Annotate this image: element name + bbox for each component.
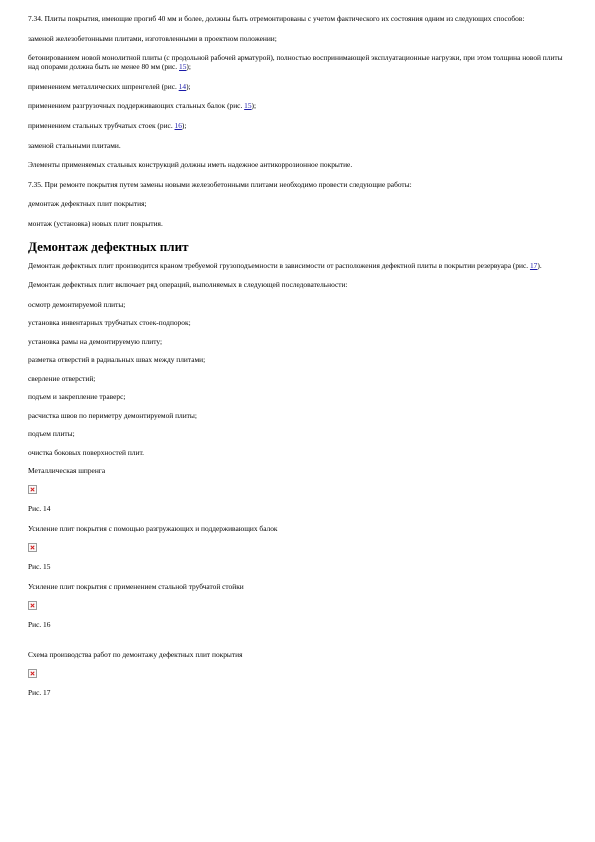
figure-17-title: Схема производства работ по демонтажу дефектных плит покрытия — [28, 650, 243, 660]
broken-image-icon — [28, 543, 37, 552]
step-item: расчистка швов по периметру демонтируемой плиты; — [28, 410, 197, 420]
anticorrosion-note: Элементы применяемых стальных конструкций должны иметь надежное антикоррозионное покрытие. — [28, 160, 353, 170]
paragraph-7-35: 7.35. При ремонте покрытия путем замены новыми железобетонными плитами необходимо провести следующие работы: — [28, 179, 412, 189]
step-item: очистка боковых поверхностей плит. — [28, 447, 144, 457]
method-concrete-text: бетонированием новой монолитной плиты (с продольной рабочей арматурой), полностью воспринимающей эксплуатационные нагрузки, при этом толщина новой плиты над опорами должна быть не менее 80 мм (рис. 15); — [28, 53, 563, 72]
broken-image-icon — [28, 485, 37, 494]
paragraph-7-34: 7.34. Плиты покрытия, имеющие прогиб 40 мм и более, должны быть отремонтированы с учетом фактического их состояния одним из следующих способов: — [28, 14, 525, 23]
method-beams-text: применением разгрузочных поддерживающих стальных балок (рис. 15); — [28, 101, 257, 111]
section-heading: Демонтаж дефектных плит — [28, 238, 189, 254]
spacer — [28, 640, 568, 650]
method-posts-text: применением стальных трубчатых стоек (рис. 16); — [28, 120, 187, 130]
figure-16-caption: Рис. 16 — [28, 620, 51, 630]
method-steel: заменой стальными плитами. — [28, 140, 121, 150]
figure-15-title: Усиление плит покрытия с помощью разгружающих и поддерживающих балок — [28, 524, 278, 534]
step-item: подъем плиты; — [28, 429, 75, 439]
figure-ref-link[interactable]: 16 — [174, 120, 182, 130]
broken-image-icon — [28, 601, 37, 610]
step-item: установка инвентарных трубчатых стоек-подпорок; — [28, 318, 191, 328]
figure-14-title: Металлическая шпренга — [28, 466, 106, 476]
demontage-lead: Демонтаж дефектных плит включает ряд операций, выполняемых в следующей последовательности: — [28, 280, 348, 290]
figure-ref-link[interactable]: 14 — [178, 81, 187, 91]
step-item: осмотр демонтируемой плиты; — [28, 299, 126, 309]
step-item: установка рамы на демонтируемую плиту; — [28, 336, 163, 346]
method-concrete — [28, 53, 568, 71]
figure-ref-link[interactable]: 15 — [244, 101, 252, 111]
figure-ref-link[interactable]: 17 — [529, 260, 538, 270]
method-beams — [28, 101, 568, 110]
work-dismantle: демонтаж дефектных плит покрытия; — [28, 199, 147, 209]
figure-15-caption: Рис. 15 — [28, 562, 51, 572]
figure-ref-link[interactable]: 15 — [179, 62, 187, 72]
work-install: монтаж (установка) новых плит покрытия. — [28, 218, 163, 228]
method-shprengel — [28, 82, 568, 91]
step-item: подъем и закрепление траверс; — [28, 392, 126, 402]
figure-16-title: Усиление плит покрытия с применением стальной трубчатой стойки — [28, 582, 244, 592]
figure-17-caption: Рис. 17 — [28, 688, 51, 698]
broken-image-icon — [28, 669, 37, 678]
step-item: сверление отверстий; — [28, 373, 96, 383]
figure-14-caption: Рис. 14 — [28, 504, 51, 514]
method-shprengel-text: применением металлических шпренгелей (рис. 14); — [28, 81, 191, 91]
demontage-intro: Демонтаж дефектных плит производится краном требуемой грузоподъемности в зависимости от расположения дефектной плиты в покрытии резервуара (рис. 17). — [28, 260, 542, 270]
step-item: разметка отверстий в радиальных швах между плитами; — [28, 355, 206, 365]
document-page — [28, 14, 568, 708]
method-posts — [28, 121, 568, 130]
method-replace: заменой железобетонными плитами, изготовленными в проектном положении; — [28, 33, 277, 43]
